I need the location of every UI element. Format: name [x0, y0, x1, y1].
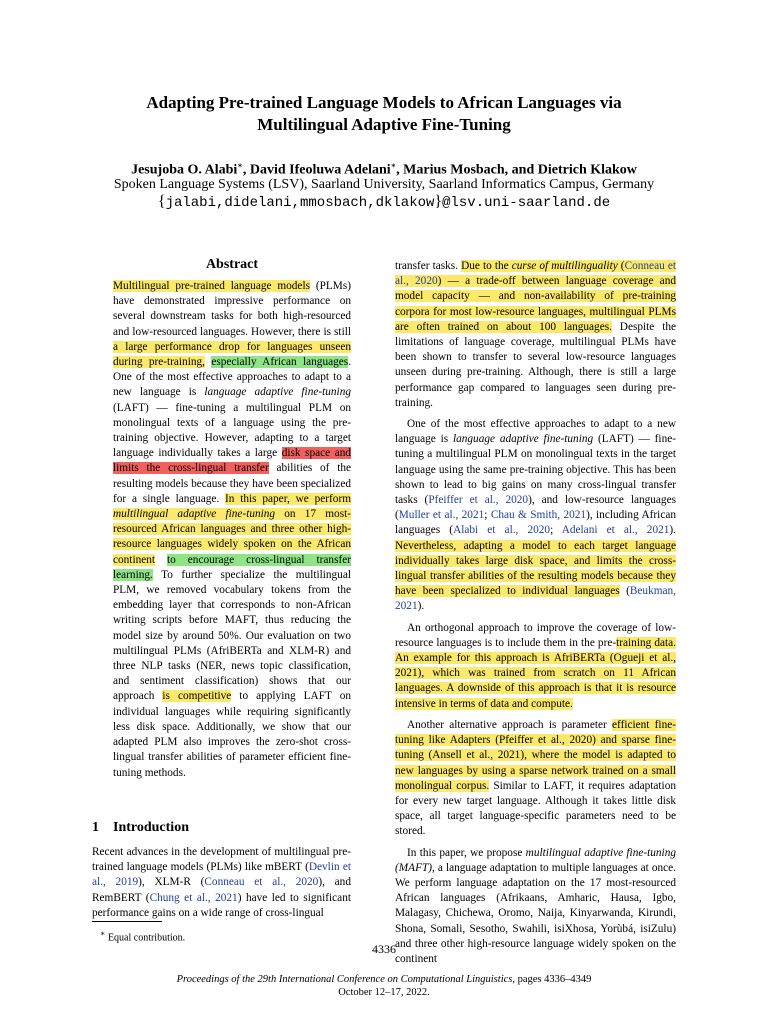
abstract-heading: Abstract — [205, 257, 259, 272]
abstract-italic: multilingual adaptive fine-tuning — [113, 508, 276, 521]
citation-link[interactable]: Alabi et al., 2020 — [453, 524, 551, 537]
highlight-green: to encourage cross-lingual transfer learning. — [113, 553, 352, 581]
footnote-text: Equal contribution. — [107, 932, 186, 944]
title-line-1: Adapting Pre-trained Language Models to African Languages via — [146, 93, 622, 112]
citation-link[interactable]: Muller et al., 2021 — [398, 509, 485, 522]
author-list: Jesujoba O. Alabi∗, David Ifeoluwa Adelani∗, Marius Mosbach, and Dietrich Klakow — [131, 161, 637, 178]
abstract-span: . One of the most effective approaches to adapt to a new language is — [113, 356, 352, 399]
citation-link[interactable]: Chau & Smith, 2021 — [490, 509, 587, 522]
introduction-text — [92, 845, 351, 921]
intro-span: ), XLM-R ( — [138, 876, 205, 889]
title-line-2: Multilingual Adaptive Fine-Tuning — [257, 115, 511, 134]
text-span: Despite the limitations of language coverage, multilingual PLMs have been shown to transfer to several low-resource languages unseen during pre-training. Although, there is still a large performance gap compared to languages seen during pre-training. — [395, 320, 676, 409]
section-heading-introduction — [92, 820, 189, 836]
footnote-rule — [92, 921, 162, 922]
italic-term: curse of multilinguality — [511, 260, 618, 272]
email-names: jalabi,didelani,mmosbach,dklakow — [165, 195, 435, 211]
text-span: An orthogonal approach to improve the coverage of low-resource languages is to include them in the pre- — [395, 621, 676, 649]
text-span: transfer tasks. — [395, 260, 462, 272]
highlight-yellow: a large performance drop for languages unseen during pre-training, — [113, 340, 351, 369]
email-domain: @lsv.uni-saarland.de — [442, 195, 611, 211]
highlight-yellow: Nevertheless, adapting a model to each target language individually takes large disk space, and limits the cross-lingual transfer abilities of the resulting models because they have been specialized to individual languages — [395, 539, 676, 598]
highlight-yellow: In this paper, we perform — [225, 492, 351, 505]
author-1: Jesujoba O. Alabi — [131, 162, 238, 178]
text-span: Another alternative approach is parameter — [407, 718, 612, 731]
paragraph — [395, 718, 676, 840]
text-span: ), and low-resource languages ( — [395, 494, 676, 522]
citation-link[interactable]: Pfeiffer et al., 2020 — [428, 494, 529, 507]
abstract-italic: language adaptive fine-tuning — [204, 386, 351, 399]
highlight-yellow: is competitive — [162, 690, 232, 703]
text-span: ). — [417, 600, 425, 613]
highlight-yellow: ) — a trade-off between language coverage and model capacity — and non-availability of pre-training corpora for most low-resource languages, multilingual PLMs are often trained on about 100 languages. — [395, 275, 676, 333]
right-column — [395, 259, 676, 973]
highlight-yellow: on 17 most-resourced African languages and three other high-resource languages widely spoken on the African continent — [113, 508, 351, 566]
text-span: In this paper, we propose — [407, 846, 526, 859]
paper-title — [0, 92, 768, 136]
highlight-yellow: Multilingual pre-trained language models — [113, 280, 310, 292]
abstract-span: to applying LAFT on individual languages while requiring significantly less disk space. Additionally, we show that our adapted PLM also improves the zero-shot cross-lingual transfer abilities of parameter efficient fine-tuning methods. — [113, 690, 351, 779]
proceedings-footer — [0, 973, 768, 999]
italic-term: multilingual adaptive fine-tuning (MAFT) — [395, 846, 676, 874]
author-3-4: Marius Mosbach, and Dietrich Klakow — [403, 162, 637, 178]
italic-term: language adaptive fine-tuning — [452, 433, 594, 446]
highlight-yellow: training data. An example for this approach is AfriBERTa (Ogueji et al., 2021), which was trained from scratch on 11 African languages. A downside of this approach is that it is resource intensive in terms of data and compute. — [395, 636, 676, 710]
highlight-yellow: efficient fine-tuning like Adapters (Pfeiffer et al., 2020) and sparse fine-tuning (Ansell et al., 2021), where the model is adapted to new languages by using a sparse network trained on a small monolingual corpus. — [395, 718, 676, 792]
text-span: (LAFT) — fine-tuning a multilingual PLM on monolingual texts in the target language using the same pre-training objective. This has been shown to lead to big gains on many cross-lingual transfer tasks ( — [395, 433, 676, 507]
intro-span: Recent advances in the development of multilingual pre-trained language models (PLMs) like mBERT ( — [92, 846, 351, 874]
abstract-span — [155, 554, 167, 566]
text-span: ; — [484, 509, 491, 522]
author-2: David Ifeoluwa Adelani — [249, 162, 391, 178]
highlight-red: disk space and limits the cross-lingual transfer — [113, 447, 351, 475]
equal-contribution-mark: ∗ — [237, 161, 243, 170]
text-span: One of the most effective approaches to adapt to a new language is — [395, 418, 676, 446]
citation-link[interactable]: Devlin et al., 2019 — [92, 861, 352, 889]
text-span: ; — [550, 524, 562, 537]
abstract-text — [113, 279, 351, 781]
highlight-yellow: ( — [617, 260, 625, 272]
citation-link[interactable]: Chung et al., 2021 — [149, 891, 238, 904]
footnote-mark: ∗ — [100, 929, 106, 938]
text-span: ( — [619, 585, 630, 598]
author-emails: {jalabi,didelani,mmosbach,dklakow}@lsv.uni-saarland.de — [157, 193, 611, 211]
citation-link[interactable]: Conneau et al., 2020 — [395, 260, 676, 288]
equal-contribution-mark: ∗ — [390, 161, 397, 170]
text-span: Similar to LAFT, it requires adaptation for every new target language. Although it takes little disk space, all target language-specific parameters need to be stored. — [395, 779, 676, 838]
paragraph — [395, 417, 676, 615]
text-span: , a language adaptation to multiple languages at once. We perform language adaptation on the 17 most-resourced African languages (Afrikaans, Amharic, Hausa, Igbo, Malagasy, Chichewa, Oromo, Naija, Kinyarwanda, Kirundi, Shona, Somali, Sesotho, Swahili, isiXhosa, Yorùbá, isiZulu) and three other high-resource language widely spoken on the continent — [395, 861, 676, 965]
abstract-span: (PLMs) have demonstrated impressive performance on several downstream tasks for both high-resourced and low-resourced languages. However, there is still — [113, 280, 352, 338]
page-number: 4336 — [372, 942, 396, 956]
paragraph — [395, 259, 676, 411]
section-title: Introduction — [113, 820, 189, 835]
affiliation: Spoken Language Systems (LSV), Saarland University, Saarland Informatics Campus, Germany — [113, 177, 655, 192]
intro-span: ), and RemBERT ( — [92, 876, 351, 904]
highlight-yellow: Due to the — [461, 260, 512, 272]
proceedings-title: Proceedings of the 29th International Conference on Computational Linguistics — [176, 974, 513, 985]
intro-span: ) have led to significant performance gains on a wide range of cross-lingual — [92, 891, 351, 919]
text-span: ). — [669, 524, 676, 537]
abstract-span: (LAFT) — fine-tuning a multilingual PLM on monolingual texts of a language using the pre-training objective. However, adapting to a target language individually takes a large — [113, 401, 351, 460]
proceedings-pages: , pages 4336–4349 — [512, 974, 592, 985]
abstract-span: abilities of the resulting models because they have been specialized for a single language. — [113, 462, 351, 505]
citation-link[interactable]: Beukman, 2021 — [395, 585, 676, 613]
text-span: ), including African languages ( — [395, 509, 676, 537]
section-number: 1 — [92, 820, 99, 835]
proceedings-date: October 12–17, 2022. — [338, 987, 430, 998]
highlight-green: especially African languages — [211, 356, 349, 369]
paragraph — [395, 621, 676, 712]
citation-link[interactable]: Conneau et al., 2020 — [204, 876, 319, 889]
abstract-span: To further specialize the multilingual PLM, we removed vocabulary tokens from the embedding layer that corresponds to non-African writing scripts before MAFT, thus reducing the model size by around 50%. Our evaluation on two multilingual PLMs (AfriBERTa and XLM-R) and three NLP tasks (NER, news topic classification, and sentiment classification) shows that our approach — [113, 568, 351, 703]
citation-link[interactable]: Adelani et al., 2021 — [561, 524, 670, 537]
